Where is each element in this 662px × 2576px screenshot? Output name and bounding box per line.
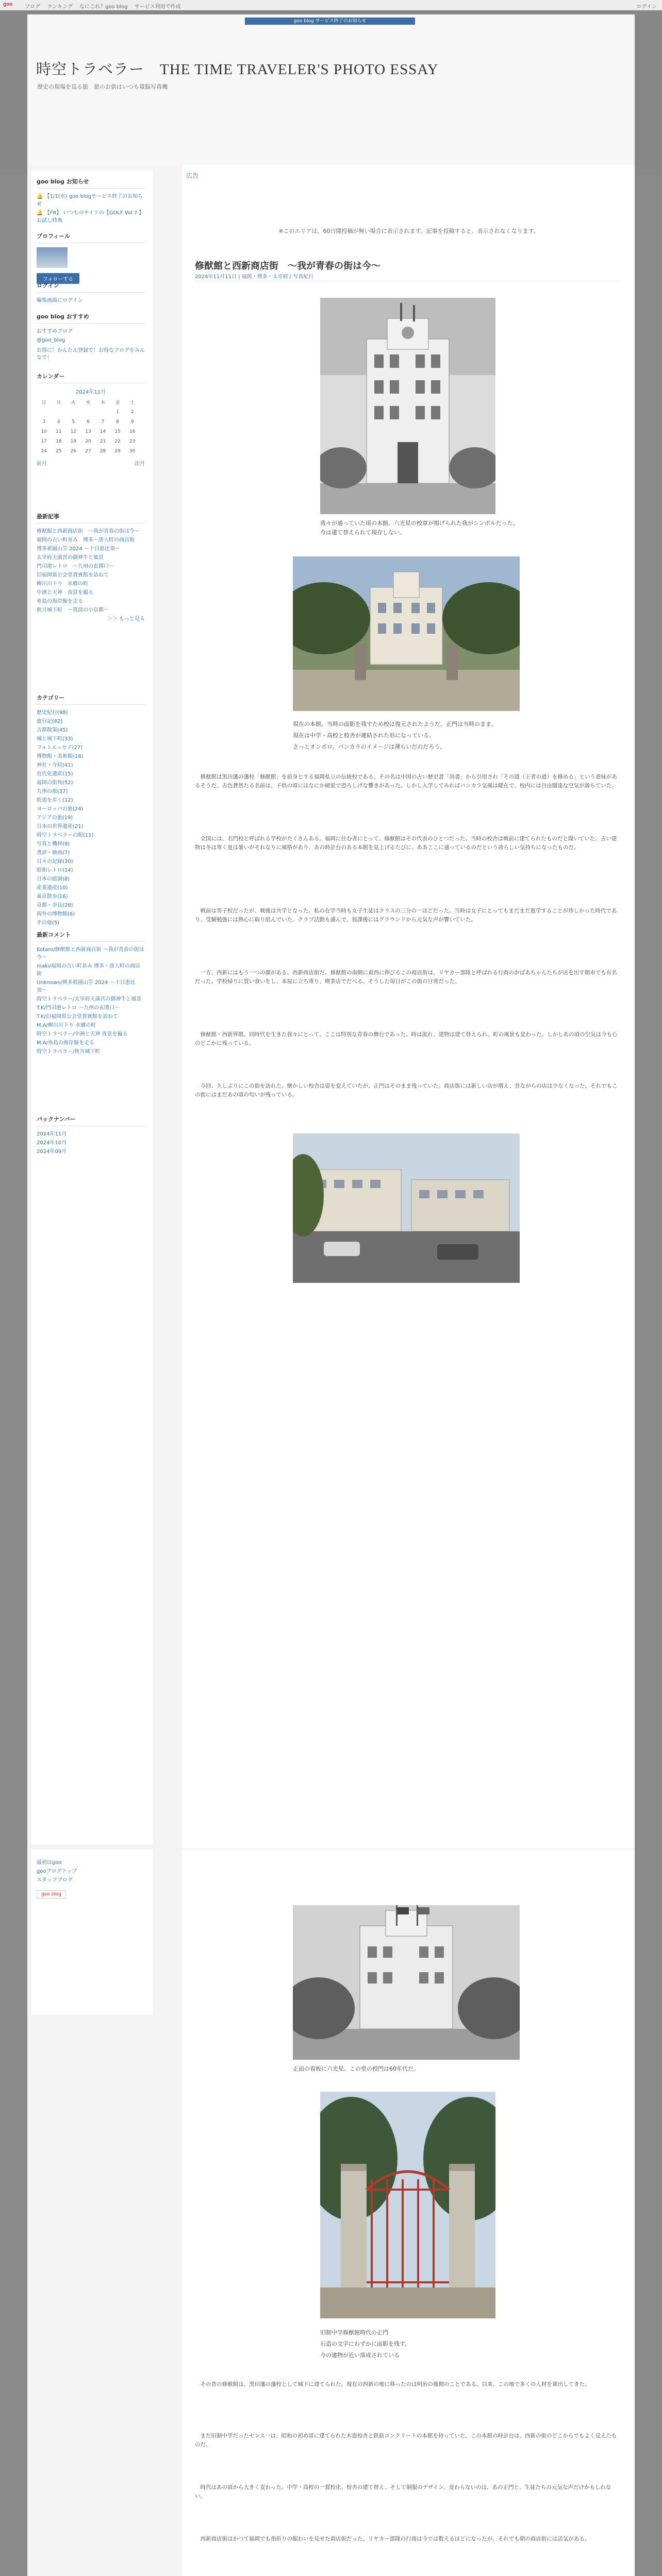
recommend-link-blogs[interactable]: おすすめブログ [37,329,73,334]
weekday: 金 [115,400,120,405]
calendar-day: 22 [114,438,121,444]
recommend-heading: goo blog おすすめ [37,312,145,324]
photo-new-building-gate[interactable] [293,556,520,711]
ad-label: 広告 [186,172,199,179]
caption-old-gate-3: 今の建物が近い落成されている [320,2352,400,2359]
calendar-day: 14 [100,429,106,434]
calendar-day: 24 [41,448,47,454]
photo-school-street-image [293,1133,520,1283]
bell-icon: 🔔 [37,194,45,199]
category-link[interactable]: 古都散策(45) [37,727,68,733]
calendar-row [37,427,140,436]
backnumber-link[interactable]: 2024年09月 [37,1149,67,1155]
weekday: 月 [56,400,61,405]
category-link[interactable]: 博物館・美術館(18) [37,754,84,759]
category-link[interactable]: 産業遺産(10) [37,885,68,891]
inactive-notice: ※このエリアは、60日間投稿が無い場合に表示されます。記事を投稿すると、表示されなくなります。 [278,228,539,234]
post-paragraph: 修猷館は黒田藩の藩校「修猷館」を前身とする福岡県立の伝統校である。その名は中国の古い歴史書「尚書」から引用され「その道（王者の道）を修める」という意味があるそうだ。古色蒼然たる名前は、子供の頃にはなにか硬派で恐ろしげな響きがあった。しかし入学してみればバンカラ気風は健在で、校内には自由闊達な空気が満ちていた。 [195,774,617,789]
calendar-heading: カレンダー [37,372,145,383]
caption-new-building-1: 現在の本館。当時の面影を残すため校は復元されたようだ。正門は当時のまま。 [293,721,497,727]
category-link[interactable]: 東京散歩(16) [37,894,68,900]
calendar-day: 3 [42,419,46,425]
comment-link[interactable]: 時空トラベラー/太宰府天満宮の御神牛と風景 [37,996,142,1002]
weekday: 日 [41,400,46,405]
post-meta[interactable]: 2024年11月11日 | 福岡・博多・太宰府 / 写真紀行 [195,274,314,280]
calendar-row [37,407,140,417]
sidebar [31,170,153,1844]
calendar-day: 26 [70,448,77,454]
goo-logo[interactable]: goo [3,2,13,7]
calendar-weekdays [37,397,140,407]
login-section [37,281,145,306]
photo-flags-building[interactable] [293,1905,520,2060]
recent-post-link[interactable]: 福岡の古い町並み 博多・唐人町の商店街 [37,537,135,543]
blog-title[interactable]: 時空トラベラー THE TIME TRAVELER'S PHOTO ESSAY [36,61,439,78]
comment-link[interactable]: 時空トラベラー/中洲と天神 夜景を撮る [37,1031,128,1037]
calendar-day: 29 [114,448,121,454]
calendar-day: 11 [56,429,62,434]
bell-icon: 🔔 [37,210,45,216]
blog-description: 歴史の現場を巡る旅 旅のお供はいつも電脳写真機 [37,83,168,90]
notice-link-1[interactable]: 🔔 【1/1(水) goo blogサービス終了のお知らせ [37,194,143,207]
category-link[interactable]: アジアの旅(19) [37,815,73,821]
calendar-day: 10 [41,429,47,434]
notice-heading: goo blog お知らせ [37,177,145,189]
caption-old-building-note: 今は建て替えられて現存しない。 [320,529,405,536]
category-link[interactable]: 日本の世界遺産(21) [37,824,84,829]
calendar-nav [37,459,145,467]
post-paragraph: 全国には、名門校と呼ばれる学校がたくさんある。福岡に住む者にとって、修猷館はその代表のひとつだった。当時の校舎は戦前に建てられたものだと聞いていた。古い建物は冬は寒く夏は暑いがそれなりに風格があり、あの時計台のある本館を見上げるたびに、ああここに通っているのだという誇らしい気持ちになったものだ。 [195,836,617,851]
category-link[interactable]: 昭和レトロ(14) [37,868,73,873]
calendar-day: 9 [130,419,134,425]
backnumber-link[interactable]: 2024年11月 [37,1131,67,1137]
category-link[interactable]: 書評・映画(7) [37,850,70,856]
calendar-day: 4 [57,419,60,425]
comment-link[interactable]: Kotaro/修猷館と西新商店街 〜我が青春の街は今〜 [37,947,144,960]
calendar-day: 23 [129,438,136,444]
main-content [182,165,635,1849]
recent-post-link[interactable]: 博多祇園山笠 2024 〜十日恵比須〜 [37,546,120,552]
profile-section [37,232,145,284]
calendar-day: 19 [70,438,77,444]
calendar-row [37,436,140,446]
lower-content [182,1850,635,2576]
recent-posts-section [37,512,145,624]
comment-link[interactable]: maki/福岡の古い町並み 博多・唐人町の商店街 [37,963,140,977]
profile-avatar[interactable] [37,247,68,268]
recent-post-link[interactable]: 太宰府天満宮の御神牛と風景 [37,555,104,561]
caption-old-gate-1: 旧制中学修猷館時代の正門 [320,2329,388,2336]
lower-sidebar [31,1850,153,2014]
photo-new-building-gate-image [293,556,520,711]
comment-link[interactable]: T.K/門司港レトロ 〜九州の玄関口〜 [37,1005,120,1011]
calendar-day [37,407,52,417]
nav-link-create[interactable]: サービス利用で作成 [134,4,181,10]
calendar-month: 2024年11月 [75,389,106,395]
backnumber-link[interactable]: 2024年10月 [37,1140,67,1146]
calendar-day [81,407,96,417]
category-link[interactable]: 写真と機材(9) [37,841,70,847]
recent-post-link[interactable]: 秋月城下町 〜筑前の小京都〜 [37,607,109,613]
photo-flags-building-image [293,1905,520,2060]
comment-link[interactable]: M.A/柳川川下り 水郷の町 [37,1023,96,1028]
photo-old-gate-image [320,2092,495,2318]
post-paragraph: 今回、久しぶりにこの街を訪れた。懐かしい校舎は姿を変えていたが、正門はそのまま残っていた。商店街には新しい店が増え、昔ながらの店は少なくなった。それでもこの街にはまだあの頃の匂いが残っている。 [195,1083,618,1098]
edit-login-link[interactable]: 編集画面にログイン [37,298,83,303]
backnumber-section [37,1115,145,1157]
goo-blog-badge[interactable]: goo blog [37,1890,66,1899]
comment-link[interactable]: 時空トラベラー/秋月城下町 [37,1049,101,1055]
follow-button[interactable]: フォローする [37,273,79,284]
notice-section [37,177,145,226]
weekday: 木 [101,400,106,405]
photo-old-gate[interactable] [320,2092,495,2318]
calendar-day: 20 [85,438,91,444]
category-link[interactable]: フォトエッセイ(27) [37,745,83,751]
category-link[interactable]: 九州の旅(37) [37,789,68,794]
calendar-day: 15 [114,429,121,434]
lower-links [37,1858,145,1899]
recommend-link-twitter[interactable]: @goo_blog [37,337,65,343]
category-link[interactable]: 歴史紀行(98) [37,710,68,716]
calendar-day [95,407,110,417]
nav-link-ranking[interactable]: ランキング [47,4,73,10]
calendar-day [66,407,81,417]
calendar-day: 1 [116,409,119,415]
calendar-day: 30 [129,448,136,454]
recommend-section [37,312,145,362]
category-link[interactable]: その他(5) [37,920,60,926]
photo-school-street[interactable] [293,1133,520,1283]
footer-link-blogtop[interactable]: gooブログトップ [37,1869,77,1874]
post-paragraph: まだ旧制中学だったセンス一は、昭和の初め頃に建てられた木造校舎と鉄筋コンクリートの本館を持っていた。この本館の時計台は、西新の街のどこからでもよく見えたものだ。 [195,2433,617,2448]
post-paragraph: 一方、西新にはもう一つの顔がある。西新商店街だ。修猷館の南側に東西に伸びるこの商店街は、リヤカー部隊と呼ばれる行商のおばあちゃんたちが店を出す朝市でも有名だった。学校帰りに買い食いをし、本屋に立ち寄り、喫茶店でだべる。そうした毎日がこの街の日常だった。 [195,970,617,985]
category-link[interactable]: 城と城下町(33) [37,736,73,742]
post-paragraph: 修猷館・西新界隈。同時代を生きた我々にとって、ここは特別な青春の舞台であった。時は流れ、建物は建て替えられ、町の風景も変わった。しかしあの頃の空気は今も心のどこかに残っている。 [195,1031,618,1046]
category-link[interactable]: 海外の博物館(6) [37,911,75,917]
category-link[interactable]: 日々の記録(30) [37,859,73,865]
recent-post-link[interactable]: 旧福岡県公会堂貴賓館を訪ねて [37,572,109,578]
login-heading: ログイン [37,281,145,293]
calendar-row [37,446,140,456]
caption-flags-building: 正面の看板に六光星。この堂の校門は60年代だ。 [293,2065,419,2072]
post-paragraph: その昔の修猷館は、黒田藩の藩校として城下に建てられた。現在の西新の地に移ったのは明治の後期のことである。以来、この地で多くの人材を輩出してきた。 [200,2381,590,2387]
nav-link-about[interactable]: なにこれ？goo blog [79,4,128,10]
photo-old-main-building[interactable] [320,298,495,514]
caption-old-gate-2: 石造の文字にわずかに面影を残す。 [320,2341,411,2347]
profile-heading: プロフィール [37,232,145,243]
global-nav [0,0,662,11]
calendar-day: 28 [100,448,106,454]
main-wrapper [27,165,635,1850]
recent-post-link[interactable]: 糸島の海岸線を走る [37,599,83,604]
post-paragraph: 時代はあの頃から大きく変わった。中学・高校の一貫校化、校舎の建て替え、そして制服のデザイン。変わらないのは、あの正門と、生徒たちの元気な声だけかもしれない。 [195,2484,611,2499]
weekday: 土 [130,400,135,405]
comment-link[interactable]: M.A/糸島の海岸線を走る [37,1040,95,1046]
post-paragraph: 戦前は男子校だったが、戦後は共学となった。私の在学当時も女子生徒はクラスの三分の一ほどだった。当時は女子にとってもまだまだ進学することが珍しかった時代であり、受験勉強には熱心に取り組んでいた。クラブ活動も盛んで、放課後にはグラウンドから元気な声が響いていた。 [195,908,617,923]
category-link[interactable]: ヨーロッパの旅(24) [37,806,84,812]
calendar-row [37,417,140,427]
category-heading: カテゴリー [37,693,145,705]
nav-link-blog[interactable]: ブログ [25,4,40,10]
category-link[interactable]: 京都・奈良(28) [37,903,73,908]
calendar-day: 27 [85,448,91,454]
calendar-day: 25 [56,448,62,454]
calendar-day: 13 [85,429,91,434]
category-link[interactable]: 福岡の街角(52) [37,780,73,786]
backnumber-heading: バックナンバー [37,1115,145,1126]
calendar-day [52,407,67,417]
blog-header [0,10,662,175]
comments-section [37,930,145,1057]
notice-link-2[interactable]: 🔔 【FB】 いつものサイトの【GOLF Vol.7 】お試し特典 [37,210,144,224]
calendar-day: 12 [70,429,77,434]
comment-link[interactable]: Unknown/博多祇園山笠 2024 〜十日恵比須〜 [37,980,136,993]
recent-posts-more-link[interactable]: ＞＞ もっと見る [107,616,145,622]
calendar-day: 18 [56,438,62,444]
comments-heading: 最新コメント [37,930,145,942]
recent-post-link[interactable]: 中洲と天神 夜景を撮る [37,590,93,596]
calendar-day: 16 [129,429,136,434]
post-paragraph: 西新商店街はかつて福岡でも指折りの賑わいを見せた商店街だった。リヤカー部隊の行商は今では数えるほどになったが、それでも朝の商店街には活気がある。 [200,2536,590,2542]
recent-posts-heading: 最新記事 [37,512,145,523]
weekday: 火 [71,400,76,405]
category-section [37,693,145,928]
category-link[interactable]: 時空トラベラーの眼(11) [37,833,94,838]
category-link[interactable]: 近代化遺産(15) [37,771,73,777]
caption-new-building-2: 現在は中学・高校と校舎が連結された形になっている。 [293,732,435,739]
header-panel [27,14,635,169]
calendar-next-link[interactable]: 次月 [135,461,145,467]
calendar-day: 21 [100,438,106,444]
calendar-section [37,372,145,467]
calendar-day: 7 [101,419,105,425]
recent-post-link[interactable]: 修猷館と西新商店街 ～我が青春の街は今～ [37,529,140,534]
calendar-day: 6 [87,419,90,425]
photo-old-main-building-image [320,298,495,514]
caption-new-building-3: さっとオンボロ。バンカラのイメージは薄らいだのだろう。 [293,743,446,750]
weekday: 水 [86,400,91,405]
calendar-table [37,397,140,456]
category-link[interactable]: 日本の庭園(8) [37,876,70,882]
login-link[interactable]: ログイン [636,4,657,10]
category-link[interactable]: 旅行記(62) [37,719,63,724]
comment-link[interactable]: T.K/旧福岡県公会堂貴賓館を訪ねて [37,1014,118,1020]
footer-link-goo[interactable]: 最初はgoo [37,1860,62,1866]
post-title[interactable]: 修猷館と西新商店街 ～我が青春の街は今～ [195,261,380,272]
recent-post-link[interactable]: 門司港レトロ 〜九州の玄関口〜 [37,564,114,569]
category-link[interactable]: 街道を歩く(12) [37,798,73,803]
calendar-day: 17 [41,438,47,444]
recent-post-link[interactable]: 柳川川下り 水郷の町 [37,581,88,587]
calendar-prev-link[interactable]: 前月 [37,461,47,467]
service-end-banner[interactable]: goo blog サービス終了のお知らせ [245,18,415,25]
footer-link-staff[interactable]: スタッフブログ [37,1877,73,1883]
calendar-day: 2 [130,409,134,415]
recommend-text[interactable]: お得に！かんたん登録で！お得なブログをみんなで！ [37,348,145,361]
category-link[interactable]: 神社・寺院(41) [37,762,73,768]
calendar-day: 5 [72,419,75,425]
global-nav-links [25,2,186,10]
caption-old-building: 我々が通っていた頃の本館。六光星の校章が掲げられた我がシンボルだった。 [320,520,519,527]
lower-wrapper [27,1850,635,2576]
calendar-day: 8 [116,419,119,425]
